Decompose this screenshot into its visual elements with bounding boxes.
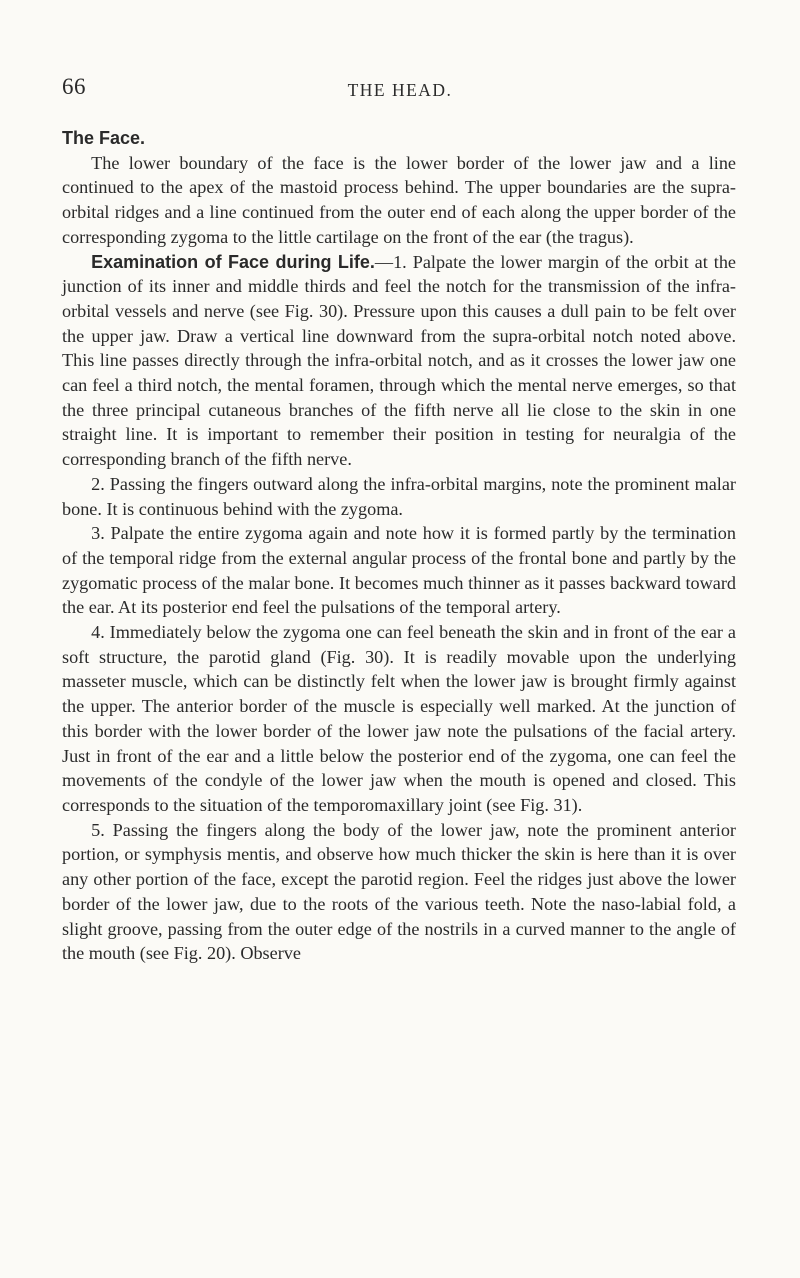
examination-item-5: 5. Passing the fingers along the body of the lower jaw, note the prominent anterior portion, or symphysis mentis, and observe how much thicker the skin is here than it is over any other portion of the face, except the parotid region. Feel the ridges just above the lower border of the lower jaw, due to the roots of the various teeth. Note the naso-labial fold, a slight groove, passing from the outer edge of the nostrils in a curved manner to the angle of the mouth (see Fig. 20). Observe: [62, 819, 736, 964]
examination-item-2: 2. Passing the fingers outward along the infra-orbital margins, note the prominent malar bone. It is continuous behind with the zygoma.: [62, 473, 736, 519]
examination-paragraph-1: [62, 250, 736, 472]
examination-item-4: 4. Immediately below the zygoma one can feel beneath the skin and in front of the ear a soft structure, the parotid gland (Fig. 30). It is readily movable upon the underlying masseter muscle, which can be distinctly felt when the lower jaw is brought firmly against the upper. The anterior border of the muscle is especially well marked. At the junction of this border with the lower border of the lower jaw note the pulsations of the facial artery. Just in front of the ear and a little below the posterior end of the zygoma, one can feel the movements of the condyle of the lower jaw when the mouth is opened and closed. This corresponds to the situation of the temporomaxillary joint (see Fig. 31).: [62, 622, 736, 815]
intro-paragraph: The lower boundary of the face is the lower border of the lower jaw and a line continued to the apex of the mastoid process behind. The upper boundaries are the supra-orbital ridges and a line continued from the outer end of each along the upper border of the corresponding zygoma to the little cartilage on the front of the ear (the tragus).: [62, 152, 736, 247]
page-number: 66: [62, 74, 86, 99]
section-heading-line: [62, 126, 736, 151]
examination-lead-text: —1. Palpate the lower margin of the orbit at the junction of its inner and middle thirds and feel the notch for the transmission of the infra-orbital vessels and nerve (see Fig. 30). Pressure upon this causes a dull pain to be felt over the upper jaw. Draw a vertical line downward from the supra-orbital notch noted above. This line passes directly through the infra-orbital notch, and as it crosses the lower jaw one can feel a third notch, the mental foramen, through which the mental nerve emerges, so that the three principal cutaneous branches of the fifth nerve all lie close to the skin in one straight line. It is important to remember their position in testing for neuralgia of the corresponding branch of the fifth nerve.: [62, 251, 736, 470]
section-title: The Face.: [62, 128, 146, 148]
running-head: THE HEAD.: [347, 80, 453, 100]
body-text: [62, 126, 736, 966]
examination-heading: Examination of Face during Life.: [91, 251, 375, 272]
examination-item-3: 3. Palpate the entire zygoma again and note how it is formed partly by the termination of the temporal ridge from the external angular process of the frontal bone and partly by the zygomatic process of the malar bone. It becomes much thinner as it passes backward toward the ear. At its posterior end feel the pulsations of the temporal artery.: [62, 523, 736, 618]
